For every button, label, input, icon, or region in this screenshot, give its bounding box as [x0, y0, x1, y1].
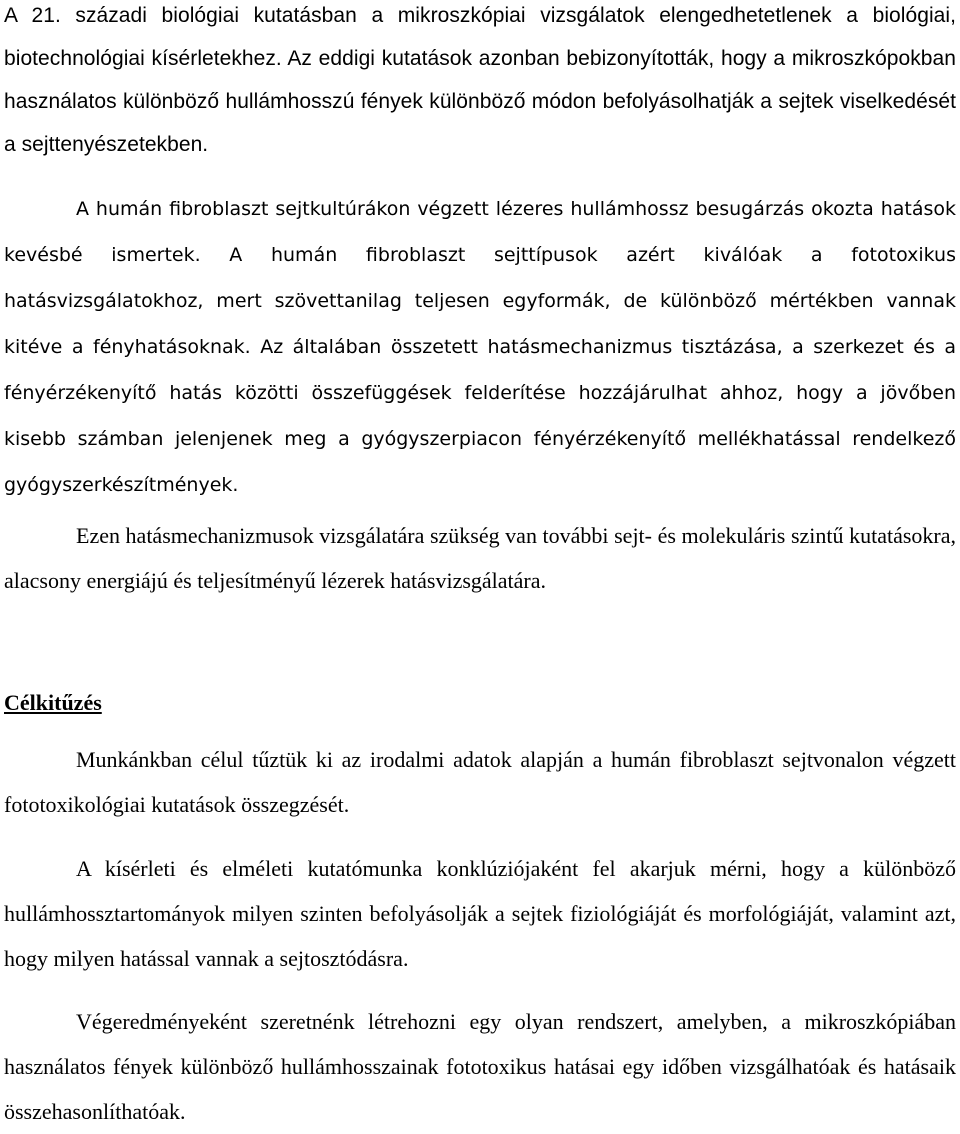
section-heading-celkituzes: Célkitűzés: [4, 690, 102, 715]
mechanism-paragraph: Ezen hatásmechanizmusok vizsgálatára szükség van további sejt- és molekuláris szintű kutatásokra, alacsony energiájú és teljesítményű lézerek hatásvizsgálatára.: [4, 523, 956, 593]
experiment-paragraph: A kísérleti és elméleti kutatómunka konklúziójaként fel akarjuk mérni, hogy a különböző hullámhossztartományok milyen szinten befolyásolják a sejtek fiziológiáját és morfológiáját, valamint azt, hogy milyen hatással vannak a sejtosztódásra.: [4, 856, 956, 971]
goal-paragraph: Munkánkban célul tűztük ki az irodalmi adatok alapján a humán fibroblaszt sejtvonalon végzett fototoxikológiai kutatások összegzését.: [4, 747, 956, 817]
intro-paragraph: A 21. századi biológiai kutatásban a mikroszkópiai vizsgálatok elengedhetetlenek a biológiai, biotechnológiai kísérletekhez. Az eddigi kutatások azonban bebizonyították, hogy a mikroszkópokban használatos különböző hullámhosszú fények különböző módon befolyásolhatják a sejtek viselkedését a sejttenyészetekben.: [4, 4, 956, 156]
fibroblast-paragraph: A humán fibroblaszt sejtkultúrákon végzett lézeres hullámhossz besugárzás okozta hatások kevésbé ismertek. A humán fibroblaszt sejttípusok azért kiválóak a fototoxikus hatásvizsgálatokhoz, mert szövettanilag teljesen egyformák, de különböző mértékben vannak kitéve a fényhatásoknak. Az általában összetett hatásmechanizmus tisztázása, a szerkezet és a fényérzékenyítő hatás közötti összefüggések felderítése hozzájárulhat ahhoz, hogy a jövőben kisebb számban jelenjenek meg a gyógyszerpiacon fényérzékenyítő mellékhatással rendelkező gyógyszerkészítmények.: [4, 198, 956, 496]
final-goal-paragraph: Végeredményeként szeretnénk létrehozni egy olyan rendszert, amelyben, a mikroszkópiában használatos fények különböző hullámhosszainak fototoxikus hatásai egy időben vizsgálhatóak és hatásaik összehasonlíthatóak.: [4, 1009, 956, 1124]
